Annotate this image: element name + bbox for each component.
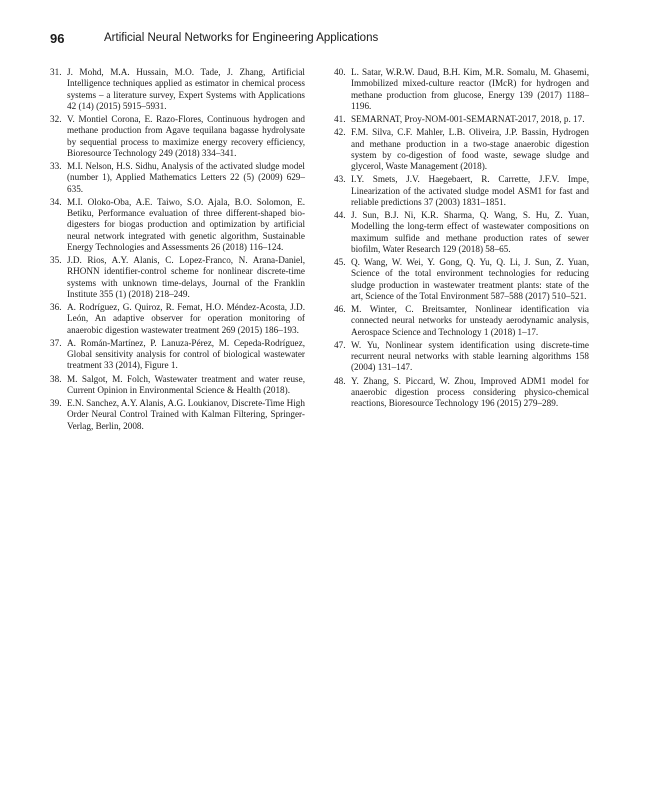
reference-item xyxy=(50,398,305,432)
reference-text: J.D. Rios, A.Y. Alanis, C. Lopez-Franco, N. Arana-Daniel, RHONN identifier-control scheme for nonlinear discrete-time systems with unknown time-delays, Journal of the Franklin Institute 355 (1) (2018) 218–249. xyxy=(67,255,305,299)
reference-item xyxy=(334,257,589,302)
reference-number: 47. xyxy=(334,339,346,350)
reference-item xyxy=(334,114,589,125)
reference-number: 34. xyxy=(50,196,62,207)
reference-text: M. Winter, C. Breitsamter, Nonlinear identification via connected neural networks for unsteady aerodynamic analysis, Aerospace Science and Technology 1 (2018) 1–17. xyxy=(351,304,589,337)
reference-item xyxy=(50,374,305,397)
reference-item xyxy=(334,340,589,374)
reference-item xyxy=(50,302,305,336)
references-right-column xyxy=(334,67,589,411)
reference-number: 37. xyxy=(50,337,62,348)
reference-item xyxy=(50,67,305,112)
references-left-column xyxy=(50,67,305,434)
reference-text: M. Salgot, M. Folch, Wastewater treatment and water reuse, Current Opinion in Environmental Science & Health (2018). xyxy=(67,373,305,395)
reference-number: 39. xyxy=(50,398,62,408)
reference-item xyxy=(50,197,305,253)
reference-item xyxy=(334,127,589,172)
reference-number: 32. xyxy=(50,114,62,124)
reference-number: 44. xyxy=(334,210,346,220)
reference-item xyxy=(334,304,589,338)
page-number: 96 xyxy=(50,31,65,46)
reference-number: 48. xyxy=(334,375,346,386)
reference-item xyxy=(50,114,305,159)
reference-item xyxy=(50,338,305,372)
reference-number: 40. xyxy=(334,67,346,77)
reference-text: J. Mohd, M.A. Hussain, M.O. Tade, J. Zhang, Artificial Intelligence techniques applied as estimator in chemical process systems – a literature survey, Expert Systems with Applications 42 (14) (2015) 5915–5931. xyxy=(67,67,305,111)
reference-text: SEMARNAT, Proy-NOM-001-SEMARNAT-2017, 2018, p. 17. xyxy=(351,114,585,124)
reference-number: 43. xyxy=(334,174,346,185)
reference-item xyxy=(50,255,305,300)
running-title: Artificial Neural Networks for Engineering Applications xyxy=(104,32,379,44)
reference-text: M.I. Oloko-Oba, A.E. Taiwo, S.O. Ajala, B.O. Solomon, E. Betiku, Performance evaluation of three different-shaped bio-digesters for biogas production and optimization by artificial neural network integrated with genetic algorithm, Sustainable Energy Technologies and Assessments 26 (2018) 116–124. xyxy=(67,196,305,252)
reference-number: 33. xyxy=(50,161,62,171)
reference-number: 31. xyxy=(50,67,62,77)
reference-number: 42. xyxy=(334,127,346,138)
reference-text: Y. Zhang, S. Piccard, W. Zhou, Improved ADM1 model for anaerobic digestion process considering physico-chemical reactions, Bioresource Technology 196 (2015) 279–289. xyxy=(351,375,589,408)
reference-text: W. Yu, Nonlinear system identification using discrete-time recurrent neural networks with stable learning algorithms 158 (2004) 131–147. xyxy=(351,339,589,373)
reference-number: 38. xyxy=(50,373,62,384)
reference-text: I.Y. Smets, J.V. Haegebaert, R. Carrette, J.F.V. Impe, Linearization of the activated sludge model ASM1 for fast and reliable predictions 37 (2003) 1831–1851. xyxy=(351,174,589,207)
reference-item xyxy=(334,174,589,208)
reference-text: E.N. Sanchez, A.Y. Alanis, A.G. Loukianov, Discrete-Time High Order Neural Control Trained with Kalman Filtering, Springer-Verlag, Berlin, 2008. xyxy=(67,398,305,431)
reference-text: Q. Wang, W. Wei, Y. Gong, Q. Yu, Q. Li, J. Sun, Z. Yuan, Science of the total environment technologies for reducing sludge production in wastewater treatment plants: state of the art, Science of the Total Environment 587–588 (2017) 510–521. xyxy=(351,257,589,301)
reference-text: A. Rodríguez, G. Quiroz, R. Femat, H.O. Méndez-Acosta, J.D. León, An adaptive observer for operation monitoring of anaerobic digestion wastewater treatment 269 (2015) 186–193. xyxy=(67,302,305,335)
reference-text: F.M. Silva, C.F. Mahler, L.B. Oliveira, J.P. Bassin, Hydrogen and methane production in a two-stage anaerobic digestion system by co-digestion of food waste, sewage sludge and glycerol, Waste Management (2018). xyxy=(351,127,589,171)
reference-text: M.I. Nelson, H.S. Sidhu, Analysis of the activated sludge model (number 1), Applied Mathematics Letters 22 (5) (2009) 629–635. xyxy=(67,161,305,194)
reference-item xyxy=(334,210,589,255)
reference-text: L. Satar, W.R.W. Daud, B.H. Kim, M.R. Somalu, M. Ghasemi, Immobilized mixed-culture reactor (IMcR) for hydrogen and methane production from glucose, Energy 139 (2017) 1188–1196. xyxy=(351,67,589,111)
reference-number: 35. xyxy=(50,255,62,265)
running-header xyxy=(50,31,610,49)
reference-number: 45. xyxy=(334,257,346,267)
reference-item xyxy=(334,67,589,112)
reference-number: 41. xyxy=(334,114,346,124)
reference-text: V. Montiel Corona, E. Razo-Flores, Continuous hydrogen and methane production from Agave tequilana bagasse hydrolysate by sequential process to maximize energy recovery efficiency, Bioresource Technology 249 (2018) 334–341. xyxy=(67,114,305,158)
reference-item xyxy=(334,376,589,410)
reference-text: A. Román-Martínez, P. Lanuza-Pérez, M. Cepeda-Rodríguez, Global sensitivity analysis for control of biological wastewater treatment 33 (2014), Figure 1. xyxy=(67,337,305,371)
reference-number: 46. xyxy=(334,304,346,314)
reference-number: 36. xyxy=(50,302,62,312)
reference-text: J. Sun, B.J. Ni, K.R. Sharma, Q. Wang, S. Hu, Z. Yuan, Modelling the long-term effect of wastewater compositions on maximum sulfide and methane production rates of sewer biofilm, Water Research 129 (2018) 58–65. xyxy=(351,210,589,254)
reference-item xyxy=(50,161,305,195)
